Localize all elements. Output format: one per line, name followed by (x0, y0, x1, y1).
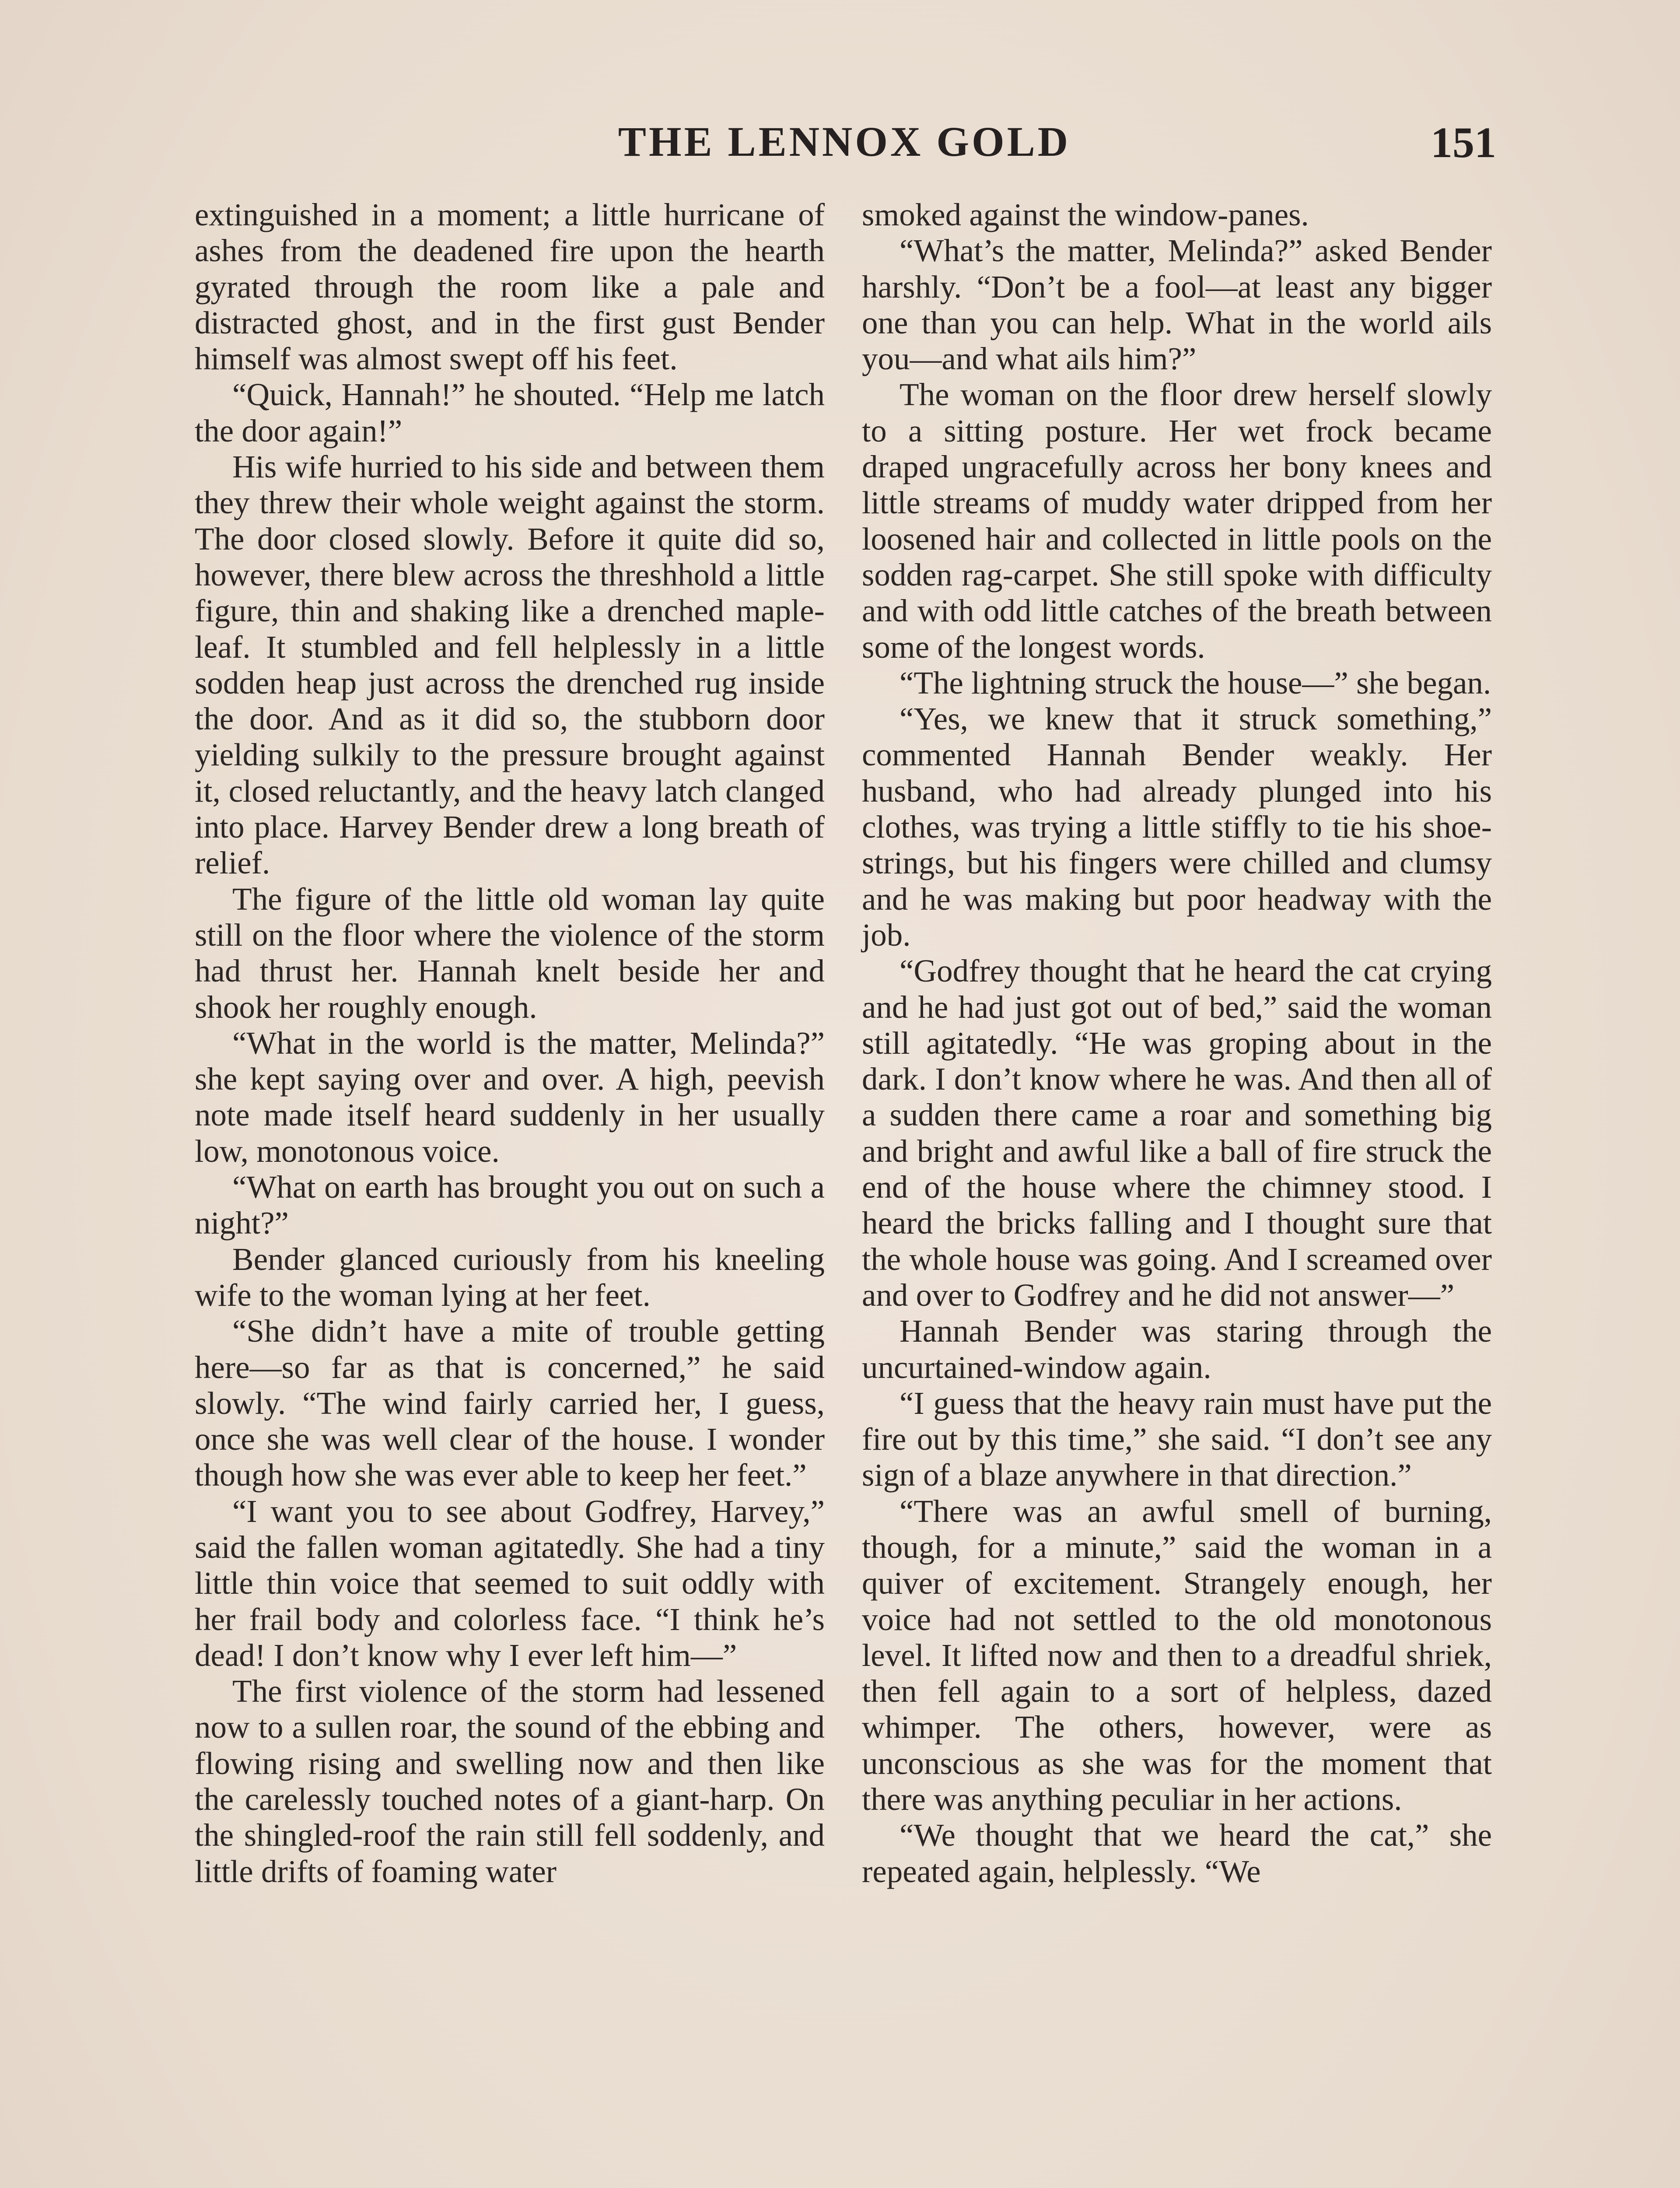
paragraph-continued: smoked against the window-panes. (862, 197, 1309, 232)
paragraph: The first violence of the storm had lessened now to a sullen roar, the sound of the ebbing and flowing rising and swelling now and then like the carelessly touched notes of a giant-harp. On the shingled-roof the rain still fell soddenly, and little drifts of foaming water (195, 1673, 825, 1889)
left-column (195, 197, 825, 1890)
paragraph: “There was an awful smell of burning, though, for a minute,” said the woman in a quiver of excitement. Strangely enough, her voice had not settled to the old monotonous level. It lifted now and then to a dreadful shriek, then fell again to a sort of helpless, dazed whimper. The others, however, were as unconscious as she was for the moment that there was anything peculiar in her actions. (862, 1493, 1492, 1817)
right-column (862, 197, 1492, 1890)
paragraph-continued: extinguished in a moment; a little hurricane of ashes from the deadened fire upon the hearth gyrated through the room like a pale and distracted ghost, and in the first gust Bender himself was almost swept off his feet. (195, 197, 825, 377)
paragraph: “The lightning struck the house—” she began. (900, 665, 1491, 701)
paragraph: “I want you to see about Godfrey, Harvey,” said the fallen woman agitatedly. She had a tiny little thin voice that seemed to suit oddly with her frail body and colorless face. “I think he’s dead! I don’t know why I ever left him—” (195, 1493, 825, 1673)
paragraph: Bender glanced curiously from his kneeling wife to the woman lying at her feet. (195, 1241, 825, 1313)
paragraph: “I guess that the heavy rain must have put the fire out by this time,” she said. “I don’t see any sign of a blaze anywhere in that direction.” (862, 1385, 1492, 1493)
page-number: 151 (1431, 118, 1496, 167)
paragraph: Hannah Bender was staring through the uncurtained-window again. (862, 1313, 1492, 1385)
paragraph: His wife hurried to his side and between them they threw their whole weight against the storm. The door closed slowly. Before it quite did so, however, there blew across the threshhold a little figure, thin and shaking like a drenched maple-leaf. It stumbled and fell helplessly in a little sodden heap just across the drenched rug inside the door. And as it did so, the stubborn door yielding sulkily to the pressure brought against it, closed reluctantly, and the heavy latch clanged into place. Harvey Bender drew a long breath of relief. (195, 449, 825, 881)
paragraph: “What’s the matter, Melinda?” asked Bender harshly. “Don’t be a fool—at least any bigger one than you can help. What in the world ails you—and what ails him?” (862, 233, 1492, 377)
paragraph: “Quick, Hannah!” he shouted. “Help me latch the door again!” (195, 377, 825, 449)
paragraph: “She didn’t have a mite of trouble getting here—so far as that is concerned,” he said slowly. “The wind fairly carried her, I guess, once she was well clear of the house. I wonder though how she was ever able to keep her feet.” (195, 1313, 825, 1493)
paragraph: “What in the world is the matter, Melinda?” she kept saying over and over. A high, peevish note made itself heard suddenly in her usually low, monotonous voice. (195, 1025, 825, 1169)
running-title: THE LENNOX GOLD (618, 118, 1071, 165)
paragraph: The figure of the little old woman lay quite still on the floor where the violence of the storm had thrust her. Hannah knelt beside her and shook her roughly enough. (195, 881, 825, 1025)
paragraph: The woman on the floor drew herself slowly to a sitting posture. Her wet frock became draped ungracefully across her bony knees and little streams of muddy water dripped from her loosened hair and collected in little pools on the sodden rag-carpet. She still spoke with difficulty and with odd little catches of the breath between some of the longest words. (862, 377, 1492, 665)
paragraph: “Yes, we knew that it struck something,” commented Hannah Bender weakly. Her husband, who had already plunged into his clothes, was trying a little stiffly to tie his shoe-strings, but his fingers were chilled and clumsy and he was making but poor headway with the job. (862, 701, 1492, 953)
paragraph: “We thought that we heard the cat,” she repeated again, helplessly. “We (862, 1817, 1492, 1889)
paragraph: “What on earth has brought you out on such a night?” (195, 1169, 825, 1241)
paragraph: “Godfrey thought that he heard the cat crying and he had just got out of bed,” said the woman still agitatedly. “He was groping about in the dark. I don’t know where he was. And then all of a sudden there came a roar and something big and bright and awful like a ball of fire struck the end of the house where the chimney stood. I heard the bricks falling and I thought sure that the whole house was going. And I screamed over and over to Godfrey and he did not answer—” (862, 953, 1492, 1313)
